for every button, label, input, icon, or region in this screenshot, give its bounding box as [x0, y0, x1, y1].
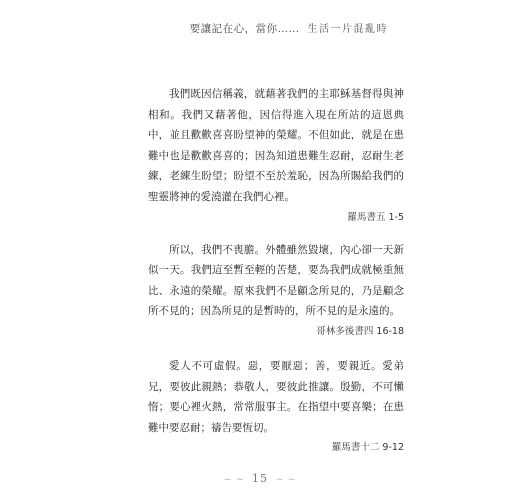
- page-number: 15: [252, 472, 268, 485]
- scripture-section-3: [148, 356, 404, 456]
- header-title: 要讓記在心，當你……: [189, 23, 300, 35]
- ornament-right-icon: ~ ~: [275, 475, 297, 485]
- scripture-text: 我們既因信稱義，就藉著我們的主耶穌基督得與神相和。我們又藉著他，因信得進入現在所站的這恩典中，並且歡歡喜喜盼望神的榮耀。不但如此，就是在患難中也是歡歡喜喜的；因為知道患難生忍耐，忍耐生老練，老練生盼望；盼望不至於羞恥，因為所賜給我們的聖靈將神的愛澆灌在我們心裡。: [148, 88, 404, 203]
- scripture-reference: 哥林多後書四 16-18: [316, 325, 404, 337]
- running-header: [190, 20, 388, 36]
- scripture-section-1: [148, 84, 404, 226]
- ornament-left-icon: ~ ~: [223, 475, 245, 485]
- page-footer: [0, 472, 520, 485]
- scripture-reference: 羅馬書十二 9-12: [331, 442, 404, 454]
- page-body: [148, 84, 404, 472]
- scripture-section-2: [148, 240, 404, 340]
- header-subtitle: 生活一片混亂時: [307, 24, 388, 35]
- scripture-text: 愛人不可虛假。惡，要厭惡；善，要親近。愛弟兄，要彼此親熱；恭敬人，要彼此推讓。殷勤，不可懶惰；要心裡火熱，常常服事主。在指望中要喜樂；在患難中要忍耐；禱告要恆切。: [148, 359, 404, 434]
- scripture-text: 所以，我們不喪膽。外體雖然毀壞，內心卻一天新似一天。我們這至暫至輕的苦楚，要為我們成就極重無比、永遠的榮耀。原來我們不是顧念所見的，乃是顧念所不見的；因為所見的是暫時的，所不見的是永遠的。: [148, 243, 404, 318]
- scripture-reference: 羅馬書五 1-5: [347, 211, 404, 223]
